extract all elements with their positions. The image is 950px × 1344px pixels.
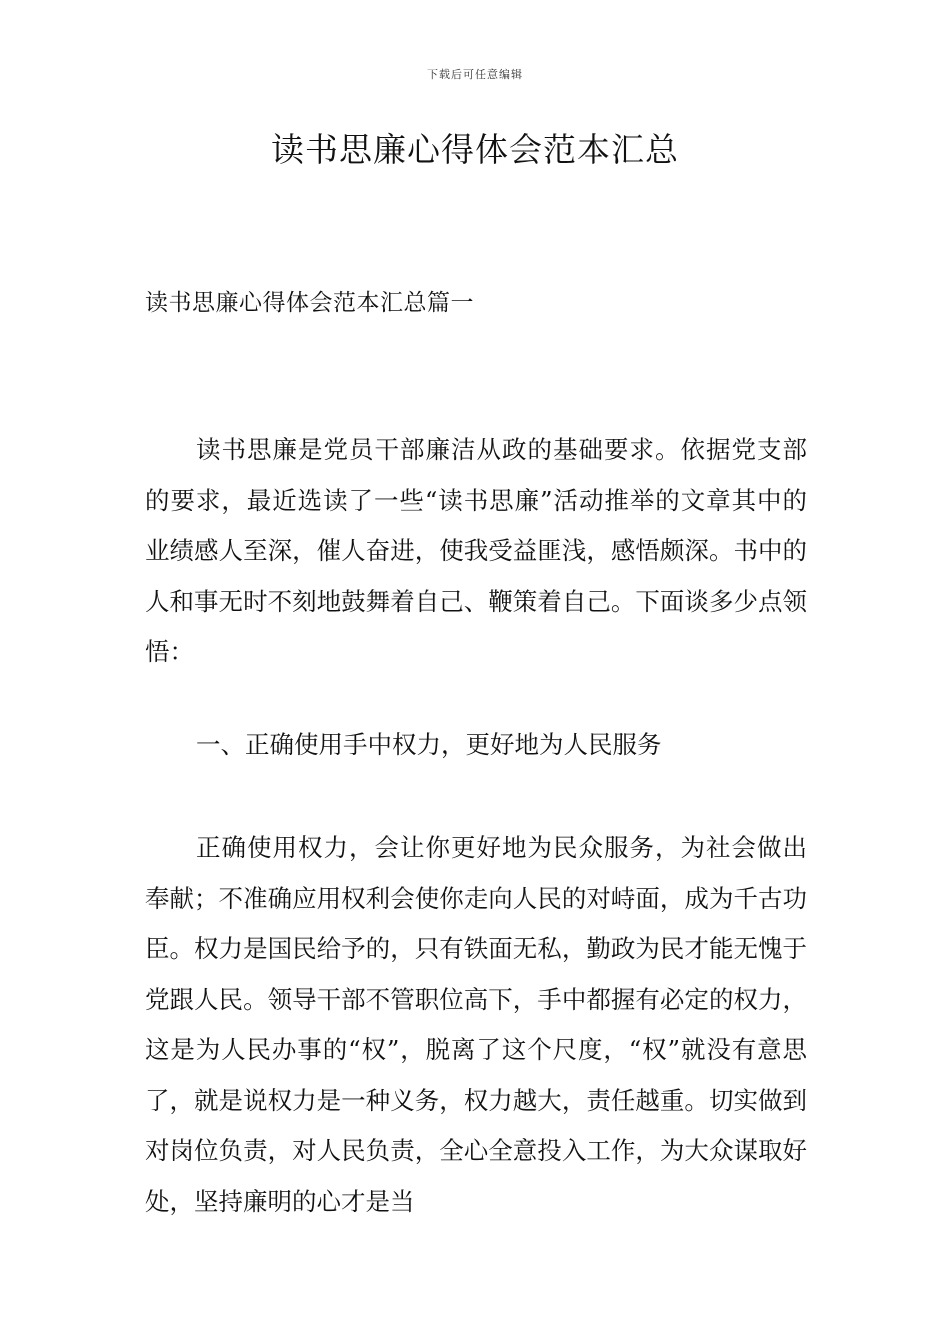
document-title: 读书思廉心得体会范本汇总 bbox=[271, 130, 679, 169]
body-paragraph-2: 正确使用权力，会让你更好地为民众服务，为社会做出奉献；不准确应用权利会使你走向人民的对峙面，成为千古功臣。权力是国民给予的，只有铁面无私，勤政为民才能无愧于党跟人民。领导干部不管职位高下，手中都握有必定的权力，这是为人民办事的“权”，脱离了这个尺度，“权”就没有意思了，就是说权力是一种义务，权力越大，责任越重。切实做到对岗位负责，对人民负责，全心全意投入工作，为大众谋取好处，坚持廉明的心才是当 bbox=[145, 833, 807, 1216]
section-heading: 读书思廉心得体会范本汇总篇一 bbox=[145, 290, 474, 316]
header-note: 下载后可任意编辑 bbox=[427, 68, 523, 81]
sub-heading-1: 一、正确使用手中权力，更好地为人民服务 bbox=[196, 730, 662, 759]
body-paragraph-1: 读书思廉是党员干部廉洁从政的基础要求。依据党支部的要求，最近选读了一些“读书思廉”活动推举的文章其中的业绩感人至深，催人奋进，使我受益匪浅，感悟颇深。书中的人和事无时不刻地鼓舞着自己、鞭策着自己。下面谈多少点领悟： bbox=[145, 435, 807, 666]
